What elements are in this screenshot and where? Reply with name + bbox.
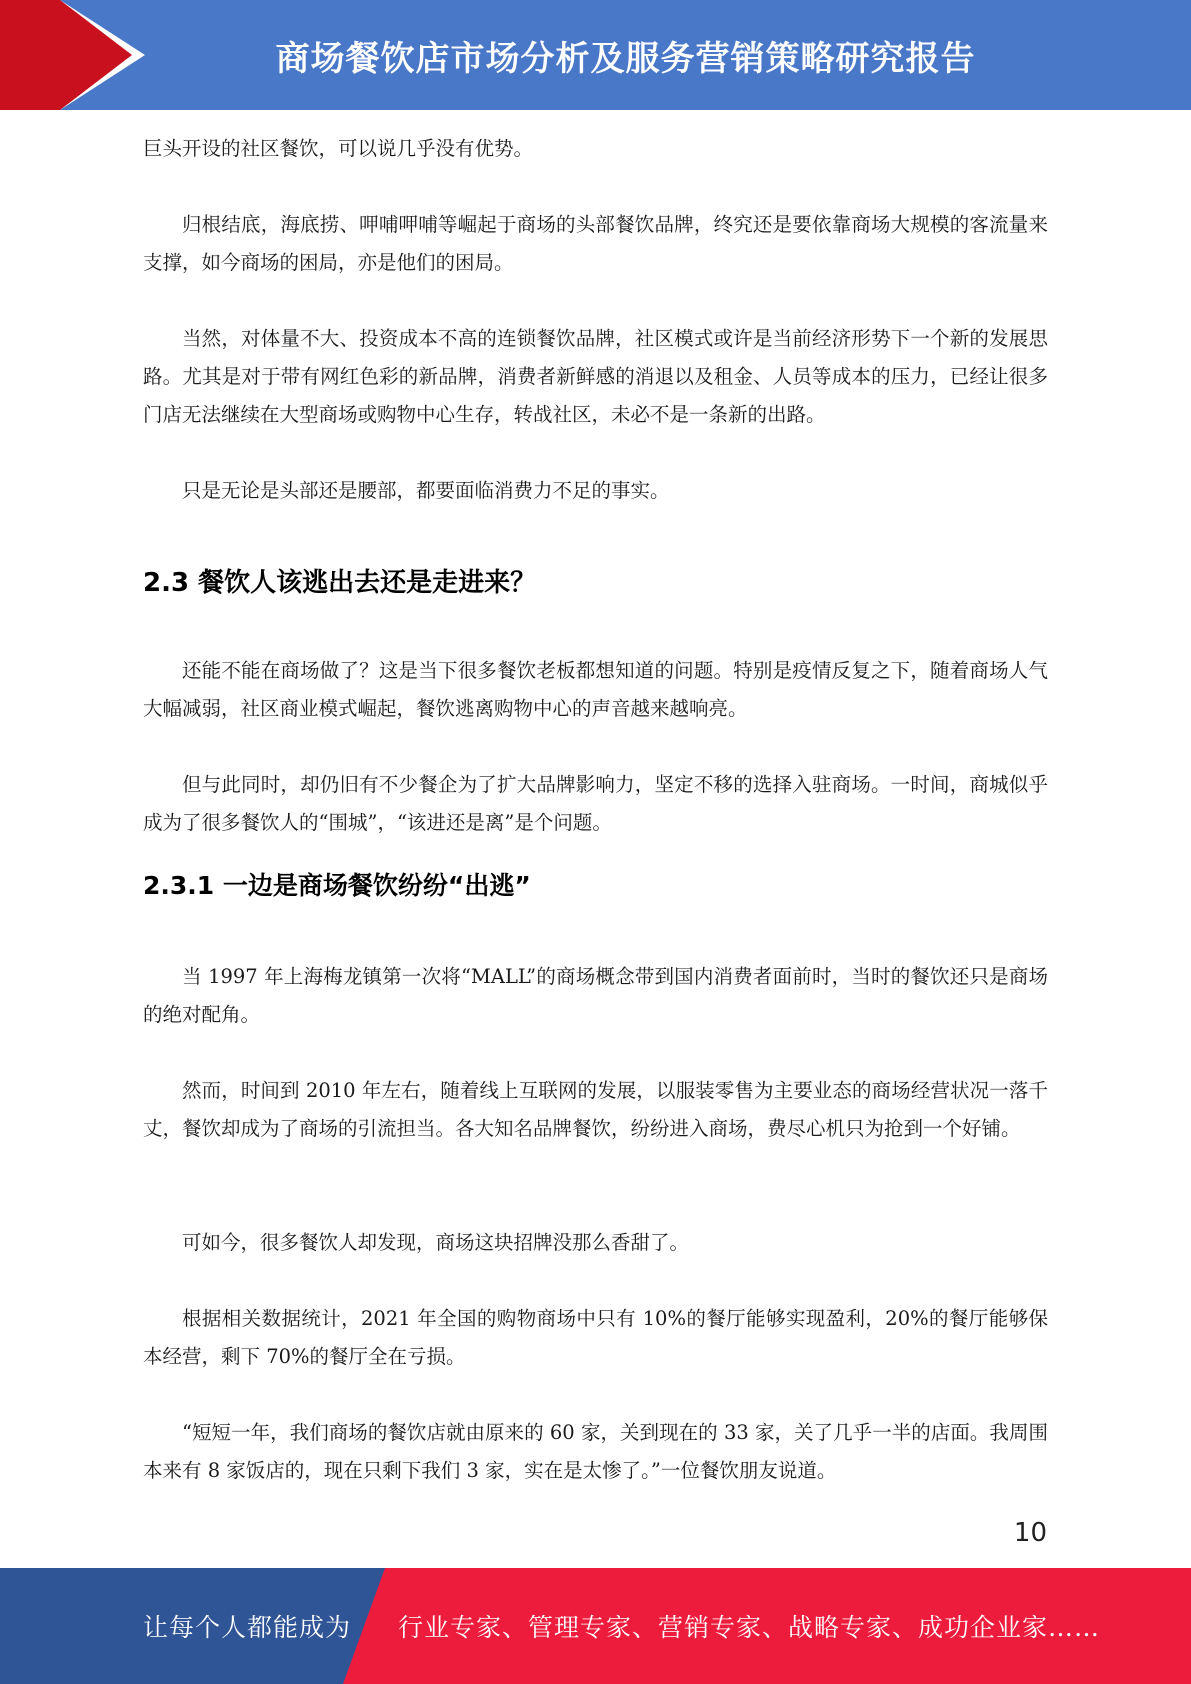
paragraph: 归根结底，海底捞、呷哺呷哺等崛起于商场的头部餐饮品牌，终究还是要依靠商场大规模的客流量来支撑，如今商场的困局，亦是他们的困局。 [143,213,1048,274]
paragraph: 然而，时间到 2010 年左右，随着线上互联网的发展，以服装零售为主要业态的商场经营状况一落千丈，餐饮却成为了商场的引流担当。各大知名品牌餐饮，纷纷进入商场，费尽心机只为抢到一个好铺。 [143,1079,1048,1140]
paragraph: 还能不能在商场做了？这是当下很多餐饮老板都想知道的问题。特别是疫情反复之下，随着商场人气大幅减弱，社区商业模式崛起，餐饮逃离购物中心的声音越来越响亮。 [143,659,1048,720]
header-arrow-decoration [0,0,150,110]
paragraph: “短短一年，我们商场的餐饮店就由原来的 60 家，关到现在的 33 家，关了几乎一半的店面。我周围本来有 8 家饭店的，现在只剩下我们 3 家，实在是太惨了。”一位餐饮朋友说道。 [143,1421,1048,1482]
page-footer [0,1568,1191,1684]
section-heading: 2.3 餐饮人该逃出去还是走进来？ [143,568,537,598]
paragraph: 巨头开设的社区餐饮，可以说几乎没有优势。 [143,137,534,160]
paragraph: 根据相关数据统计，2021 年全国的购物商场中只有 10%的餐厅能够实现盈利，20%的餐厅能够保本经营，剩下 70%的餐厅全在亏损。 [143,1307,1048,1368]
paragraph: 可如今，很多餐饮人却发现，商场这块招牌没那么香甜了。 [182,1231,690,1254]
paragraph: 只是无论是头部还是腰部，都要面临消费力不足的事实。 [182,479,670,502]
page-header [0,0,1191,110]
footer-slogan-left: 让每个人都能成为 [143,1613,352,1642]
page-number: 10 [1013,1518,1047,1548]
paragraph: 当然，对体量不大、投资成本不高的连锁餐饮品牌，社区模式或许是当前经济形势下一个新的发展思路。尤其是对于带有网红色彩的新品牌，消费者新鲜感的消退以及租金、人员等成本的压力，已经让很多门店无法继续在大型商场或购物中心生存，转战社区，未必不是一条新的出路。 [143,327,1048,426]
footer-slogan-right: 行业专家、管理专家、营销专家、战略专家、成功企业家…… [398,1613,1101,1642]
header-red-arrow [0,0,132,110]
paragraph: 当 1997 年上海梅龙镇第一次将“MALL”的商场概念带到国内消费者面前时，当时的餐饮还只是商场的绝对配角。 [143,965,1048,1026]
paragraph: 但与此同时，却仍旧有不少餐企为了扩大品牌影响力，坚定不移的选择入驻商场。一时间，商城似乎成为了很多餐饮人的“围城”，“该进还是离”是个问题。 [143,773,1048,834]
subsection-heading: 2.3.1 一边是商场餐饮纷纷“出逃” [143,871,531,900]
report-title: 商场餐饮店市场分析及服务营销策略研究报告 [275,38,976,79]
